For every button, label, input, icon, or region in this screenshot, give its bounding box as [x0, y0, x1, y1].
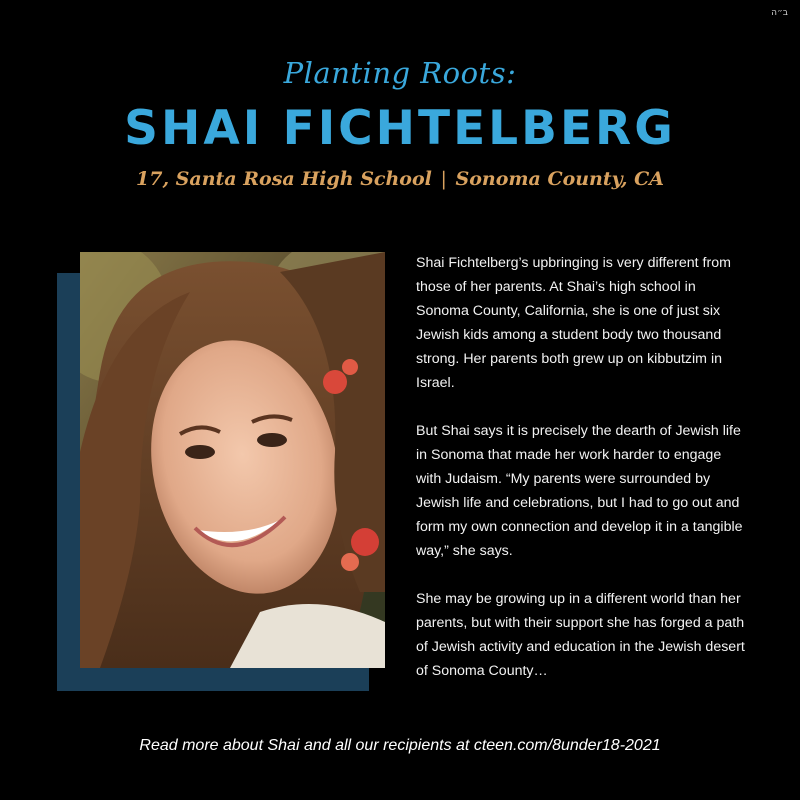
article-body — [416, 251, 746, 707]
body-paragraph-2: But Shai says it is precisely the dearth of Jewish life in Sonoma that made her work harder to engage with Judaism. “My parents were surrounded by Jewish life and celebrations, but I had to go out and form my own connection and develop it in a tangible way,” she says. — [416, 423, 743, 559]
footer-read-more: Read more about Shai and all our recipients at cteen.com/8under18-2021 — [139, 737, 661, 754]
corner-mark: ב״ה — [771, 8, 788, 18]
heading-name: SHAI FICHTELBERG — [124, 101, 676, 156]
portrait-photo — [80, 252, 385, 668]
subtitle-school: 17, Santa Rosa High School — [136, 168, 432, 190]
heading-script-title: Planting Roots: — [283, 56, 517, 90]
subtitle — [0, 168, 800, 190]
body-paragraph-3: She may be growing up in a different world than her parents, but with their support she has forged a path of Jewish activity and education in the Jewish desert of Sonoma County… — [416, 591, 745, 679]
subtitle-separator: | — [440, 168, 447, 190]
body-paragraph-1: Shai Fichtelberg’s upbringing is very different from those of her parents. At Shai’s high school in Sonoma County, California, she is one of just six Jewish kids among a student body two thousand strong. Her parents both grew up on kibbutzim in Israel. — [416, 255, 731, 391]
subtitle-location: Sonoma County, CA — [455, 168, 664, 190]
portrait-illustration — [80, 252, 385, 668]
